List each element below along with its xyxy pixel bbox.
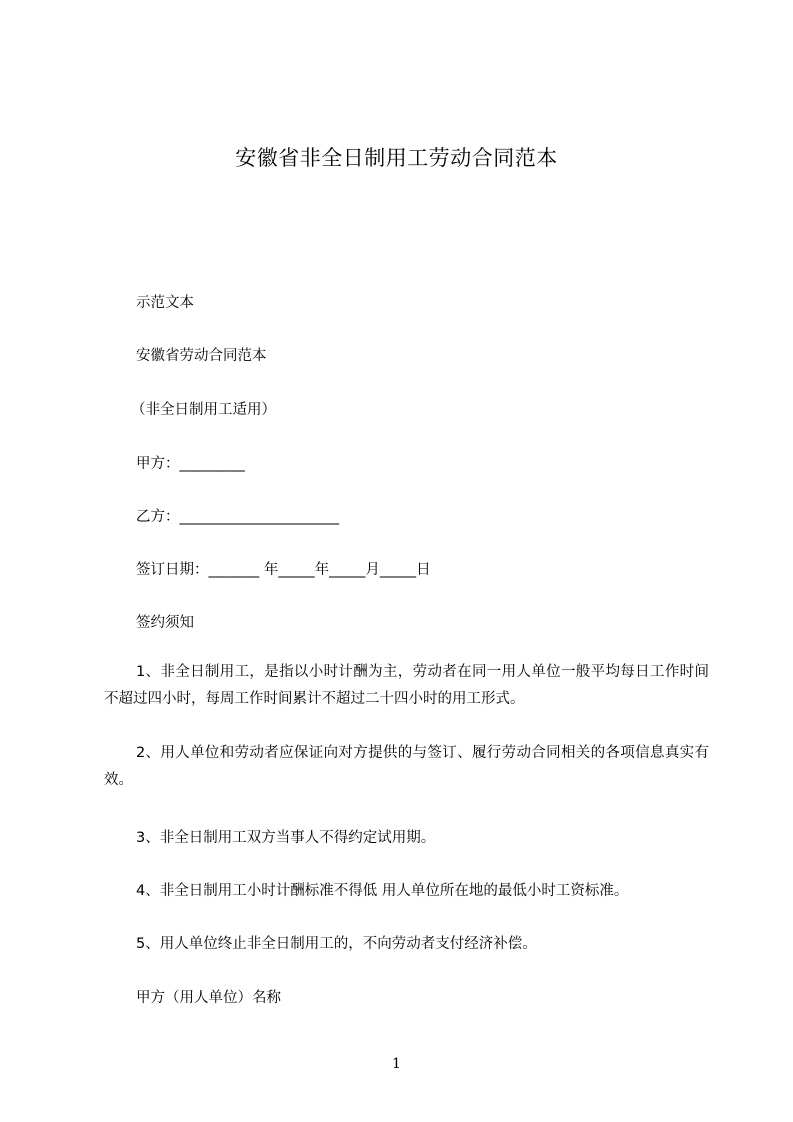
notice-item-4: 4、非全日制用工小时计酬标准不得低 用人单位所在地的最低小时工资标准。 [136,883,629,899]
sample-text-label: 示范文本 [136,295,194,311]
applicability-note: （非全日制用工适用） [131,402,276,418]
sign-date-field: 签订日期：_______ 年_____年_____月_____日 [136,562,431,578]
notice-heading: 签约须知 [136,615,194,631]
party-b-field: 乙方：______________________ [136,509,339,525]
party-a-field: 甲方：_________ [136,456,245,472]
notice-item-1: 1、非全日制用工，是指以小时计酬为主，劳动者在同一用人单位一般平均每日工作时间不超过四小时，每周工作时间累计不超过二十四小时的用工形式。 [104,664,709,707]
party-a-name-label: 甲方（用人单位）名称 [136,990,281,1006]
notice-item-3: 3、非全日制用工双方当事人不得约定试用期。 [136,830,436,846]
page-number: 1 [392,1056,401,1072]
notice-item-5: 5、用人单位终止非全日制用工的，不向劳动者支付经济补偿。 [136,936,537,952]
document-title: 安徽省非全日制用工劳动合同范本 [235,146,558,170]
notice-item-2: 2、用人单位和劳动者应保证向对方提供的与签订、履行劳动合同相关的各项信息真实有效。 [104,745,709,788]
contract-name: 安徽省劳动合同范本 [136,348,267,364]
